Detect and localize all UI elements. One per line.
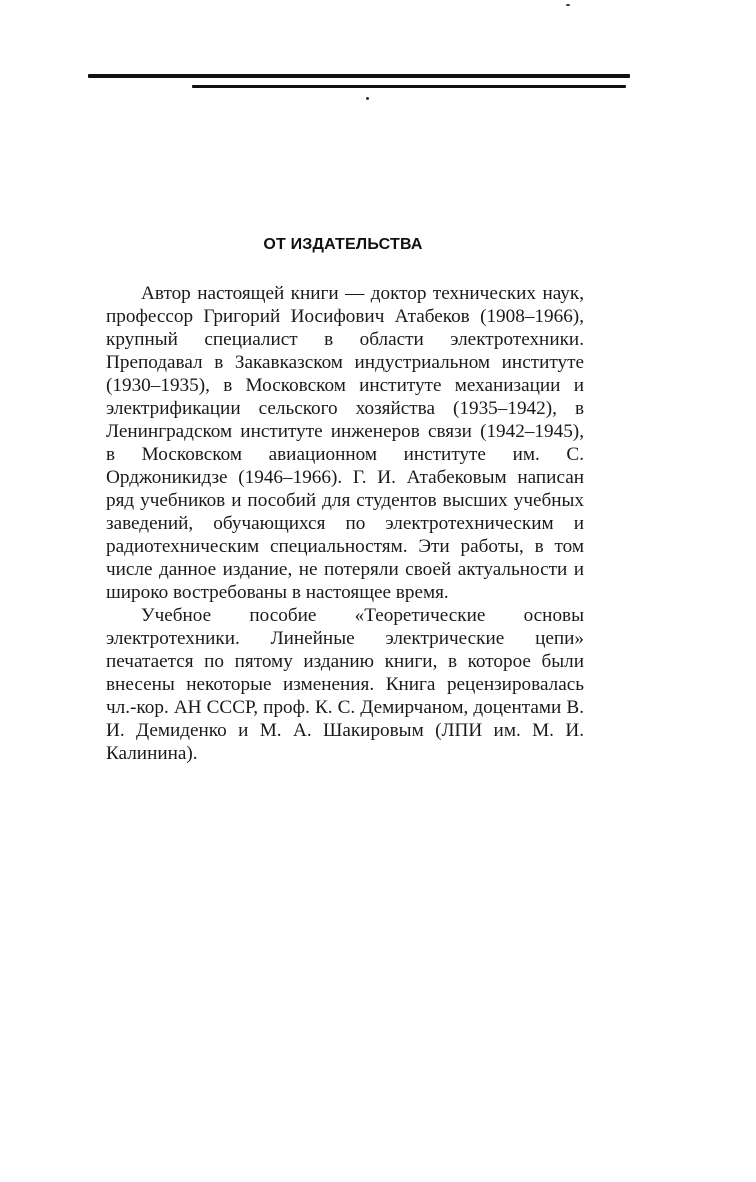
- scan-speck: [366, 97, 369, 100]
- scan-speck: [566, 4, 570, 6]
- paragraph-edition: Учебное пособие «Теоретические основы электротехники. Линейные электрические цепи» печатается по пятому изданию книги, в которое были внесены некоторые изменения. Книга рецензировалась чл.-кор. АН СССР, проф. К. С. Демирчаном, доцентами В. И. Демиденко и М. А. Шакировым (ЛПИ им. М. И. Калинина).: [106, 605, 584, 764]
- section-heading: ОТ ИЗДАТЕЛЬСТВА: [263, 236, 423, 253]
- body-text: [106, 282, 584, 765]
- second-decorative-rule: [192, 85, 626, 88]
- paragraph-author: Автор настоящей книги — доктор технических наук, профессор Григорий Иосифович Атабеков (1908–1966), крупный специалист в области электротехники. Преподавал в Закавказском индустриальном институте (1930–1935), в Московском институте механизации и электрификации сельского хозяйства (1935–1942), в Ленинградском институте инженеров связи (1942–1945), в Московском авиационном институте им. С. Орджоникидзе (1946–1966). Г. И. Атабековым написан ряд учебников и пособий для студентов высших учебных заведений, обучающихся по электротехническим и радиотехническим специальностям. Эти работы, в том числе данное издание, не потеряли своей актуальности и широко востребованы в настоящее время.: [106, 283, 584, 603]
- top-decorative-rule: [88, 74, 630, 78]
